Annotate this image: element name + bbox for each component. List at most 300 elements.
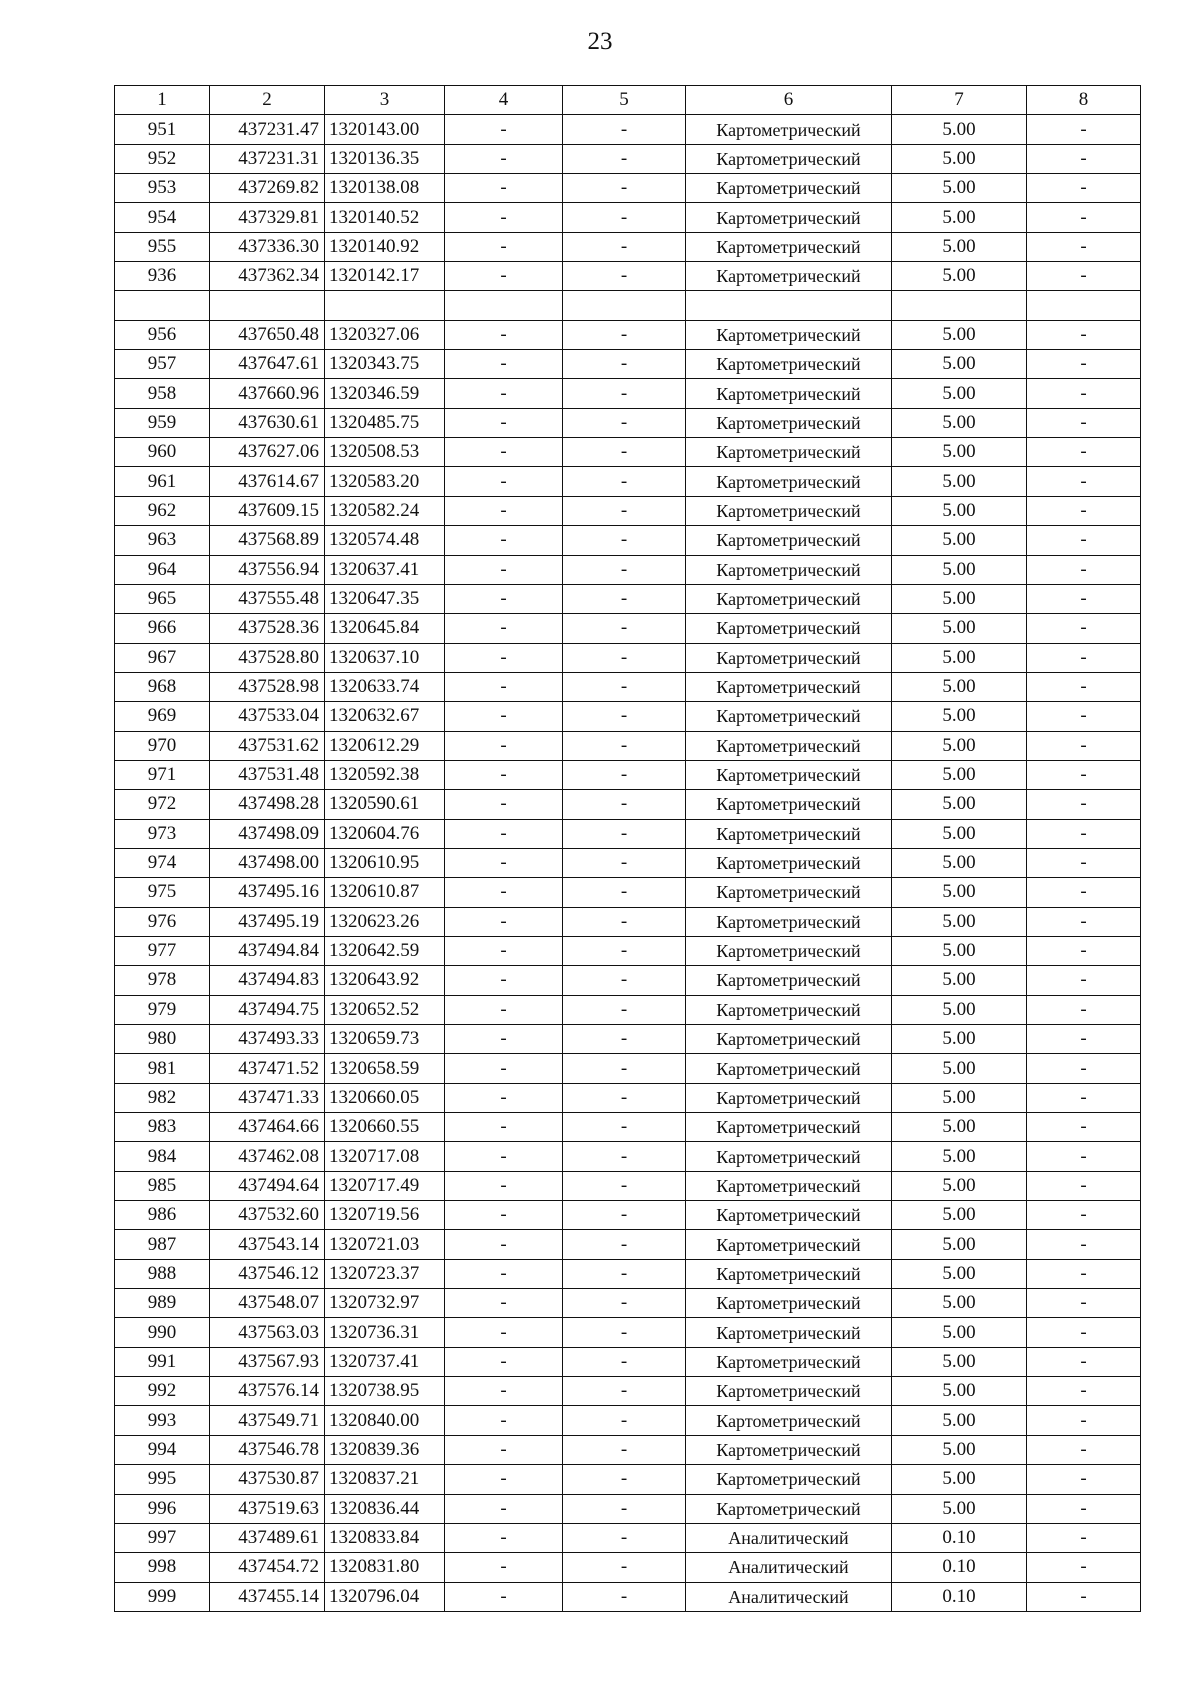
column-8-cell: -	[1027, 232, 1141, 261]
column-4-cell: -	[445, 1347, 563, 1376]
column-5-cell: -	[563, 1142, 686, 1171]
x-coordinate-cell: 437454.72	[210, 1553, 325, 1582]
column-5-cell: -	[563, 907, 686, 936]
y-coordinate-cell: 1320583.20	[325, 467, 445, 496]
column-8-cell: -	[1027, 1142, 1141, 1171]
column-4-cell: -	[445, 350, 563, 379]
y-coordinate-cell: 1320637.41	[325, 555, 445, 584]
column-4-cell: -	[445, 731, 563, 760]
column-header: 3	[325, 86, 445, 115]
point-number-cell: 976	[115, 907, 210, 936]
column-5-cell: -	[563, 1435, 686, 1464]
column-5-cell: -	[563, 995, 686, 1024]
column-5-cell: -	[563, 320, 686, 349]
column-8-cell: -	[1027, 174, 1141, 203]
accuracy-cell: 5.00	[892, 966, 1027, 995]
column-4-cell: -	[445, 1054, 563, 1083]
x-coordinate-cell: 437556.94	[210, 555, 325, 584]
accuracy-cell: 0.10	[892, 1553, 1027, 1582]
table-row	[115, 1142, 1141, 1171]
point-number-cell: 983	[115, 1113, 210, 1142]
accuracy-cell: 5.00	[892, 526, 1027, 555]
column-8-cell: -	[1027, 1318, 1141, 1347]
y-coordinate-cell: 1320717.08	[325, 1142, 445, 1171]
method-cell: Картометрический	[686, 819, 892, 848]
method-cell: Картометрический	[686, 1142, 892, 1171]
method-cell	[686, 291, 892, 320]
x-coordinate-cell: 437567.93	[210, 1347, 325, 1376]
accuracy-cell: 5.00	[892, 320, 1027, 349]
method-cell: Картометрический	[686, 760, 892, 789]
y-coordinate-cell: 1320327.06	[325, 320, 445, 349]
x-coordinate-cell: 437630.61	[210, 408, 325, 437]
y-coordinate-cell: 1320637.10	[325, 643, 445, 672]
accuracy-cell: 5.00	[892, 203, 1027, 232]
x-coordinate-cell: 437269.82	[210, 174, 325, 203]
point-number-cell: 982	[115, 1083, 210, 1112]
column-8-cell: -	[1027, 526, 1141, 555]
point-number-cell: 964	[115, 555, 210, 584]
column-5-cell: -	[563, 1465, 686, 1494]
column-8-cell: -	[1027, 819, 1141, 848]
x-coordinate-cell: 437528.80	[210, 643, 325, 672]
column-5-cell: -	[563, 819, 686, 848]
column-4-cell: -	[445, 526, 563, 555]
column-5-cell: -	[563, 232, 686, 261]
point-number-cell: 968	[115, 672, 210, 701]
x-coordinate-cell: 437494.75	[210, 995, 325, 1024]
y-coordinate-cell: 1320623.26	[325, 907, 445, 936]
column-8-cell: -	[1027, 702, 1141, 731]
table-row	[115, 936, 1141, 965]
column-8-cell: -	[1027, 1377, 1141, 1406]
column-5-cell: -	[563, 1230, 686, 1259]
x-coordinate-cell: 437455.14	[210, 1582, 325, 1611]
column-5-cell: -	[563, 379, 686, 408]
table-row	[115, 350, 1141, 379]
table-row	[115, 467, 1141, 496]
method-cell: Аналитический	[686, 1523, 892, 1552]
method-cell: Картометрический	[686, 320, 892, 349]
column-8-cell: -	[1027, 144, 1141, 173]
x-coordinate-cell: 437546.78	[210, 1435, 325, 1464]
column-4-cell: -	[445, 936, 563, 965]
column-8-cell: -	[1027, 672, 1141, 701]
column-4-cell: -	[445, 232, 563, 261]
column-4-cell: -	[445, 379, 563, 408]
point-number-cell: 970	[115, 731, 210, 760]
method-cell: Картометрический	[686, 672, 892, 701]
column-4-cell: -	[445, 1377, 563, 1406]
column-5-cell: -	[563, 702, 686, 731]
x-coordinate-cell: 437471.52	[210, 1054, 325, 1083]
accuracy-cell: 5.00	[892, 1113, 1027, 1142]
y-coordinate-cell: 1320658.59	[325, 1054, 445, 1083]
method-cell: Картометрический	[686, 1465, 892, 1494]
method-cell: Картометрический	[686, 408, 892, 437]
method-cell: Картометрический	[686, 1025, 892, 1054]
x-coordinate-cell: 437647.61	[210, 350, 325, 379]
point-number-cell: 999	[115, 1582, 210, 1611]
accuracy-cell: 5.00	[892, 1230, 1027, 1259]
x-coordinate-cell: 437576.14	[210, 1377, 325, 1406]
column-5-cell: -	[563, 1494, 686, 1523]
y-coordinate-cell: 1320738.95	[325, 1377, 445, 1406]
column-4-cell: -	[445, 203, 563, 232]
table-row	[115, 672, 1141, 701]
table-row	[115, 907, 1141, 936]
column-5-cell: -	[563, 614, 686, 643]
accuracy-cell: 5.00	[892, 1025, 1027, 1054]
page-number: 23	[587, 28, 613, 55]
point-number-cell: 993	[115, 1406, 210, 1435]
table-row	[115, 438, 1141, 467]
accuracy-cell: 5.00	[892, 408, 1027, 437]
accuracy-cell: 5.00	[892, 1465, 1027, 1494]
method-cell: Картометрический	[686, 643, 892, 672]
table-row	[115, 1025, 1141, 1054]
column-8-cell: -	[1027, 966, 1141, 995]
column-4-cell: -	[445, 1025, 563, 1054]
point-number-cell: 960	[115, 438, 210, 467]
y-coordinate-cell: 1320142.17	[325, 262, 445, 291]
point-number-cell: 951	[115, 115, 210, 144]
x-coordinate-cell: 437528.98	[210, 672, 325, 701]
column-8-cell: -	[1027, 1465, 1141, 1494]
column-5-cell: -	[563, 1582, 686, 1611]
column-5-cell: -	[563, 1113, 686, 1142]
x-coordinate-cell: 437531.62	[210, 731, 325, 760]
point-number-cell: 996	[115, 1494, 210, 1523]
table-row	[115, 203, 1141, 232]
point-number-cell: 974	[115, 848, 210, 877]
table-row	[115, 232, 1141, 261]
y-coordinate-cell: 1320140.52	[325, 203, 445, 232]
point-number-cell: 997	[115, 1523, 210, 1552]
point-number-cell: 979	[115, 995, 210, 1024]
x-coordinate-cell: 437494.64	[210, 1171, 325, 1200]
accuracy-cell: 5.00	[892, 643, 1027, 672]
column-8-cell: -	[1027, 1523, 1141, 1552]
method-cell: Картометрический	[686, 1289, 892, 1318]
table-row	[115, 614, 1141, 643]
column-5-cell: -	[563, 496, 686, 525]
method-cell: Картометрический	[686, 907, 892, 936]
x-coordinate-cell: 437519.63	[210, 1494, 325, 1523]
point-number-cell: 955	[115, 232, 210, 261]
column-5-cell: -	[563, 1201, 686, 1230]
column-5-cell: -	[563, 1025, 686, 1054]
method-cell: Картометрический	[686, 496, 892, 525]
column-5-cell: -	[563, 760, 686, 789]
x-coordinate-cell: 437494.84	[210, 936, 325, 965]
x-coordinate-cell: 437650.48	[210, 320, 325, 349]
method-cell: Картометрический	[686, 144, 892, 173]
point-number-cell: 969	[115, 702, 210, 731]
column-4-cell: -	[445, 1083, 563, 1112]
column-5-cell: -	[563, 174, 686, 203]
point-number-cell: 961	[115, 467, 210, 496]
point-number-cell: 957	[115, 350, 210, 379]
table-row	[115, 1435, 1141, 1464]
table-row	[115, 496, 1141, 525]
table-row	[115, 1523, 1141, 1552]
column-header: 1	[115, 86, 210, 115]
column-8-cell: -	[1027, 1113, 1141, 1142]
column-8-cell: -	[1027, 936, 1141, 965]
point-number-cell: 956	[115, 320, 210, 349]
table-row	[115, 1083, 1141, 1112]
method-cell: Картометрический	[686, 1230, 892, 1259]
point-number-cell: 972	[115, 790, 210, 819]
method-cell: Картометрический	[686, 232, 892, 261]
column-4-cell: -	[445, 174, 563, 203]
point-number-cell: 967	[115, 643, 210, 672]
table-row	[115, 1465, 1141, 1494]
method-cell: Картометрический	[686, 1083, 892, 1112]
method-cell: Картометрический	[686, 203, 892, 232]
y-coordinate-cell: 1320732.97	[325, 1289, 445, 1318]
x-coordinate-cell: 437548.07	[210, 1289, 325, 1318]
method-cell: Картометрический	[686, 174, 892, 203]
column-8-cell: -	[1027, 584, 1141, 613]
method-cell: Картометрический	[686, 702, 892, 731]
column-4-cell: -	[445, 1201, 563, 1230]
point-number-cell: 986	[115, 1201, 210, 1230]
column-4-cell: -	[445, 672, 563, 701]
table-row	[115, 819, 1141, 848]
column-4-cell: -	[445, 1259, 563, 1288]
accuracy-cell: 5.00	[892, 1142, 1027, 1171]
column-4-cell: -	[445, 467, 563, 496]
accuracy-cell: 5.00	[892, 232, 1027, 261]
method-cell: Картометрический	[686, 379, 892, 408]
y-coordinate-cell: 1320659.73	[325, 1025, 445, 1054]
point-number-cell: 987	[115, 1230, 210, 1259]
method-cell: Картометрический	[686, 1201, 892, 1230]
point-number-cell: 989	[115, 1289, 210, 1318]
column-8-cell: -	[1027, 262, 1141, 291]
column-4-cell: -	[445, 1523, 563, 1552]
column-4-cell: -	[445, 702, 563, 731]
x-coordinate-cell: 437563.03	[210, 1318, 325, 1347]
x-coordinate-cell: 437493.33	[210, 1025, 325, 1054]
point-number-cell: 973	[115, 819, 210, 848]
table-row	[115, 1259, 1141, 1288]
column-5-cell: -	[563, 115, 686, 144]
y-coordinate-cell: 1320660.55	[325, 1113, 445, 1142]
y-coordinate-cell: 1320833.84	[325, 1523, 445, 1552]
x-coordinate-cell: 437498.09	[210, 819, 325, 848]
column-5-cell: -	[563, 203, 686, 232]
x-coordinate-cell: 437530.87	[210, 1465, 325, 1494]
accuracy-cell: 5.00	[892, 790, 1027, 819]
column-5-cell: -	[563, 1318, 686, 1347]
column-8-cell: -	[1027, 350, 1141, 379]
table-row	[115, 1377, 1141, 1406]
table-row	[115, 526, 1141, 555]
column-8-cell: -	[1027, 555, 1141, 584]
table-row	[115, 1230, 1141, 1259]
y-coordinate-cell: 1320660.05	[325, 1083, 445, 1112]
column-4-cell: -	[445, 1171, 563, 1200]
accuracy-cell: 5.00	[892, 438, 1027, 467]
y-coordinate-cell: 1320143.00	[325, 115, 445, 144]
method-cell: Картометрический	[686, 1113, 892, 1142]
column-header: 5	[563, 86, 686, 115]
method-cell: Картометрический	[686, 1259, 892, 1288]
point-number-cell: 984	[115, 1142, 210, 1171]
column-4-cell: -	[445, 584, 563, 613]
column-4-cell: -	[445, 614, 563, 643]
point-number-cell: 978	[115, 966, 210, 995]
accuracy-cell: 5.00	[892, 467, 1027, 496]
y-coordinate-cell: 1320582.24	[325, 496, 445, 525]
column-8-cell: -	[1027, 1171, 1141, 1200]
column-5-cell: -	[563, 584, 686, 613]
x-coordinate-cell: 437464.66	[210, 1113, 325, 1142]
table-row	[115, 1406, 1141, 1435]
x-coordinate-cell: 437489.61	[210, 1523, 325, 1552]
accuracy-cell: 5.00	[892, 672, 1027, 701]
column-8-cell: -	[1027, 438, 1141, 467]
column-5-cell: -	[563, 555, 686, 584]
y-coordinate-cell: 1320343.75	[325, 350, 445, 379]
accuracy-cell: 5.00	[892, 760, 1027, 789]
y-coordinate-cell: 1320633.74	[325, 672, 445, 701]
y-coordinate-cell: 1320612.29	[325, 731, 445, 760]
column-8-cell: -	[1027, 1582, 1141, 1611]
method-cell: Аналитический	[686, 1582, 892, 1611]
column-header: 7	[892, 86, 1027, 115]
x-coordinate-cell	[210, 291, 325, 320]
point-number-cell	[115, 291, 210, 320]
y-coordinate-cell: 1320796.04	[325, 1582, 445, 1611]
column-8-cell: -	[1027, 1230, 1141, 1259]
table-row	[115, 1582, 1141, 1611]
column-4-cell: -	[445, 262, 563, 291]
method-cell: Картометрический	[686, 350, 892, 379]
column-4-cell: -	[445, 115, 563, 144]
column-4-cell: -	[445, 878, 563, 907]
column-8-cell: -	[1027, 408, 1141, 437]
y-coordinate-cell: 1320610.87	[325, 878, 445, 907]
column-8-cell: -	[1027, 115, 1141, 144]
x-coordinate-cell: 437627.06	[210, 438, 325, 467]
column-5-cell: -	[563, 1259, 686, 1288]
column-5-cell: -	[563, 643, 686, 672]
column-4-cell: -	[445, 966, 563, 995]
accuracy-cell: 5.00	[892, 1406, 1027, 1435]
column-8-cell: -	[1027, 878, 1141, 907]
accuracy-cell: 5.00	[892, 350, 1027, 379]
y-coordinate-cell: 1320346.59	[325, 379, 445, 408]
column-8-cell: -	[1027, 379, 1141, 408]
method-cell: Картометрический	[686, 848, 892, 877]
table-row	[115, 995, 1141, 1024]
table-row	[115, 262, 1141, 291]
column-5-cell	[563, 291, 686, 320]
x-coordinate-cell: 437531.48	[210, 760, 325, 789]
accuracy-cell: 5.00	[892, 1377, 1027, 1406]
x-coordinate-cell: 437660.96	[210, 379, 325, 408]
column-8-cell: -	[1027, 848, 1141, 877]
column-8-cell: -	[1027, 1347, 1141, 1376]
table-row	[115, 702, 1141, 731]
method-cell: Картометрический	[686, 526, 892, 555]
y-coordinate-cell: 1320647.35	[325, 584, 445, 613]
column-5-cell: -	[563, 1083, 686, 1112]
x-coordinate-cell: 437555.48	[210, 584, 325, 613]
column-8-cell: -	[1027, 1289, 1141, 1318]
table-header-row	[115, 86, 1141, 115]
y-coordinate-cell: 1320717.49	[325, 1171, 445, 1200]
table-row	[115, 1201, 1141, 1230]
table-row	[115, 408, 1141, 437]
accuracy-cell: 5.00	[892, 262, 1027, 291]
accuracy-cell: 5.00	[892, 115, 1027, 144]
accuracy-cell: 5.00	[892, 584, 1027, 613]
method-cell: Аналитический	[686, 1553, 892, 1582]
x-coordinate-cell: 437329.81	[210, 203, 325, 232]
y-coordinate-cell: 1320643.92	[325, 966, 445, 995]
column-5-cell: -	[563, 262, 686, 291]
table-body	[115, 86, 1141, 1612]
x-coordinate-cell: 437495.16	[210, 878, 325, 907]
x-coordinate-cell: 437543.14	[210, 1230, 325, 1259]
method-cell: Картометрический	[686, 878, 892, 907]
method-cell: Картометрический	[686, 115, 892, 144]
accuracy-cell: 5.00	[892, 1347, 1027, 1376]
column-8-cell: -	[1027, 1406, 1141, 1435]
accuracy-cell: 5.00	[892, 379, 1027, 408]
column-4-cell: -	[445, 1465, 563, 1494]
x-coordinate-cell: 437471.33	[210, 1083, 325, 1112]
column-5-cell: -	[563, 672, 686, 701]
column-4-cell: -	[445, 555, 563, 584]
accuracy-cell: 5.00	[892, 995, 1027, 1024]
column-8-cell: -	[1027, 320, 1141, 349]
column-8-cell: -	[1027, 1025, 1141, 1054]
table-row	[115, 379, 1141, 408]
column-4-cell	[445, 291, 563, 320]
column-8-cell: -	[1027, 995, 1141, 1024]
point-number-cell: 991	[115, 1347, 210, 1376]
method-cell: Картометрический	[686, 936, 892, 965]
accuracy-cell: 5.00	[892, 878, 1027, 907]
column-4-cell: -	[445, 1142, 563, 1171]
column-header: 4	[445, 86, 563, 115]
column-4-cell: -	[445, 819, 563, 848]
table-row	[115, 731, 1141, 760]
column-4-cell: -	[445, 1435, 563, 1464]
column-4-cell: -	[445, 790, 563, 819]
accuracy-cell: 5.00	[892, 174, 1027, 203]
column-8-cell: -	[1027, 1054, 1141, 1083]
method-cell: Картометрический	[686, 1054, 892, 1083]
column-5-cell: -	[563, 1054, 686, 1083]
table-row	[115, 643, 1141, 672]
method-cell: Картометрический	[686, 1494, 892, 1523]
table-row	[115, 555, 1141, 584]
accuracy-cell: 5.00	[892, 907, 1027, 936]
accuracy-cell: 5.00	[892, 1318, 1027, 1347]
y-coordinate-cell: 1320837.21	[325, 1465, 445, 1494]
column-4-cell: -	[445, 848, 563, 877]
column-header: 8	[1027, 86, 1141, 115]
table-row	[115, 1113, 1141, 1142]
accuracy-cell: 5.00	[892, 936, 1027, 965]
